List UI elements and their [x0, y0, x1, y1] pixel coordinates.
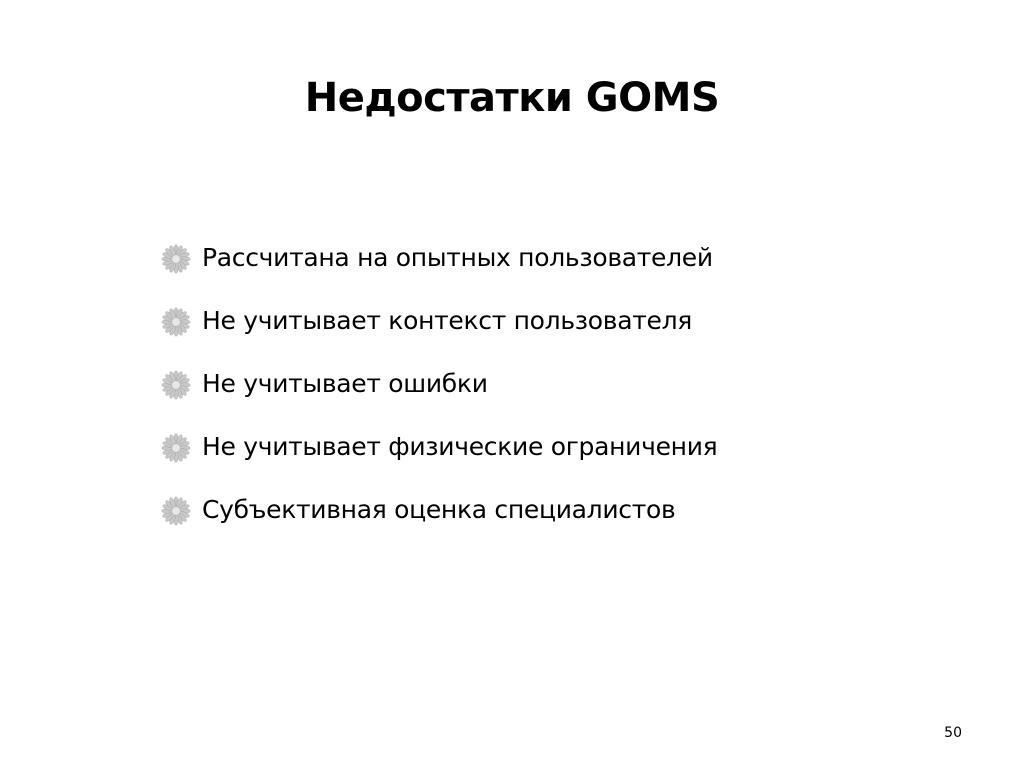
daisy-bullet-icon — [160, 306, 192, 338]
bullet-item — [160, 352, 717, 415]
bullet-text: Субъективная оценка специалистов — [202, 494, 676, 524]
bullet-list — [160, 226, 717, 541]
bullet-item — [160, 226, 717, 289]
bullet-text: Не учитывает ошибки — [202, 368, 488, 398]
bullet-text: Не учитывает контекст пользователя — [202, 305, 692, 335]
bullet-item — [160, 289, 717, 352]
slide-title: Недостатки GOMS — [304, 75, 720, 121]
daisy-bullet-icon — [160, 432, 192, 464]
daisy-bullet-icon — [160, 495, 192, 527]
daisy-bullet-icon — [160, 369, 192, 401]
daisy-bullet-icon — [160, 243, 192, 275]
bullet-item — [160, 415, 717, 478]
page-number: 50 — [944, 725, 962, 741]
bullet-text: Рассчитана на опытных пользователей — [202, 242, 713, 272]
bullet-item — [160, 478, 717, 541]
bullet-text: Не учитывает физические ограничения — [202, 431, 718, 461]
